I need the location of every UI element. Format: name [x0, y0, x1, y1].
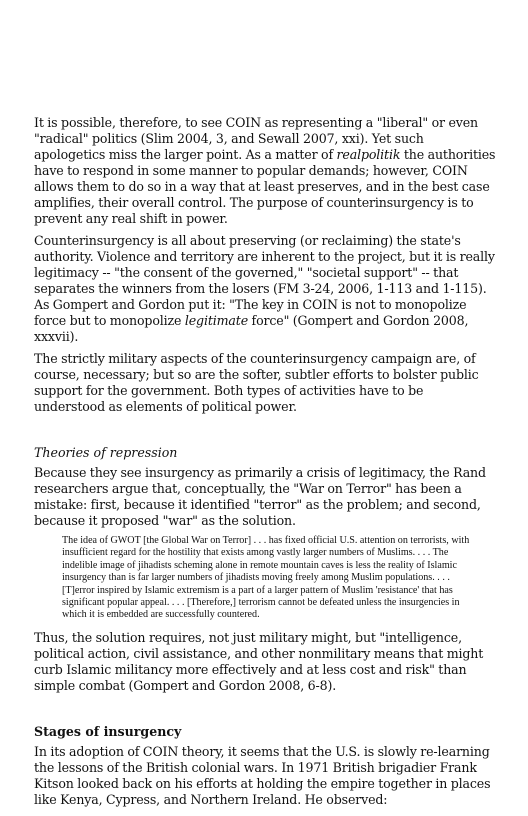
heading-stages-of-insurgency: Stages of insurgency: [34, 723, 182, 739]
emphasis-legitimate: legitimate: [184, 313, 248, 328]
heading-theories-of-repression: Theories of repression: [34, 445, 178, 460]
paragraph-text: force" (Gompert and Gordon 2008, xxxvii).: [34, 313, 469, 344]
paragraph-legitimacy: [34, 233, 496, 345]
paragraph-british-colonial-wars: In its adoption of COIN theory, it seems that the U.S. is slowly re-learning the lessons of the British colonial wars. In 1971 British brigadier Frank Kitson looked back on his efforts at holding the empire together in places like Kenya, Cypress, and Northern Ireland. He observed:: [34, 743, 491, 807]
paragraph-text: It is possible, therefore, to see COIN as representing a "liberal" or even "radical" politics (Slim 2004, 3, and Sewall 2007, xxi). Yet such apologetics miss the larger point. As a matter of: [34, 115, 479, 162]
paragraph-coin-politics: [34, 115, 496, 227]
paragraph-military-aspects: The strictly military aspects of the counterinsurgency campaign are, of course, necessary; but so are the softer, subtler efforts to bolster public support for the government. Both types of activities have to be understood as elements of political power.: [34, 351, 479, 414]
block-quote-gwot: The idea of GWOT [the Global War on Terror] . . . has fixed official U.S. attention on terrorists, with insufficient regard for the hostility that exists among vastly larger numbers of Muslims. . . . The indelible image of jihadists scheming alone in remote mountain caves is less the reality of Islamic insurgency than is far larger numbers of jihadists moving freely among Muslim populations. . . . [T]error inspired by Islamic extremism is a part of a larger pattern of Muslim 'resistance' that has significant popular appeal. . . . [Therefore,] terrorism cannot be defeated unless the insurgencies in which it is embedded are successfully countered.: [62, 535, 470, 621]
paragraph-war-on-terror: Because they see insurgency as primarily a crisis of legitimacy, the Rand researchers argue that, conceptually, the "War on Terror" has been a mistake: first, because it identified "terror" as the problem; and second, because it proposed "war" as the solution.: [34, 465, 486, 528]
paragraph-text: Counterinsurgency is all about preserving (or reclaiming) the state's authority. Violence and territory are inherent to the project, but it is really legitimacy -- "the consent of the governed," "societal support" -- that separates the winners from the losers (FM 3-24, 2006, 1-113 and 1-115). As Gompert and Gordon put it: "The key in COIN is not to monopolize force but to monopolize: [34, 233, 495, 328]
document-page: [34, 115, 496, 814]
emphasis-realpolitik: realpolitik: [336, 147, 401, 162]
paragraph-text: the authorities have to respond in some manner to popular demands; however, COIN allows them to do so in a way that at least preserves, and in the best case amplifies, their overall control. The purpose of counterinsurgency is to prevent any real shift in power.: [34, 147, 496, 226]
paragraph-solution: Thus, the solution requires, not just military might, but "intelligence, political action, civil assistance, and other nonmilitary means that might curb Islamic militancy more effectively and at less cost and risk" than simple combat (Gompert and Gordon 2008, 6-8).: [34, 629, 484, 693]
